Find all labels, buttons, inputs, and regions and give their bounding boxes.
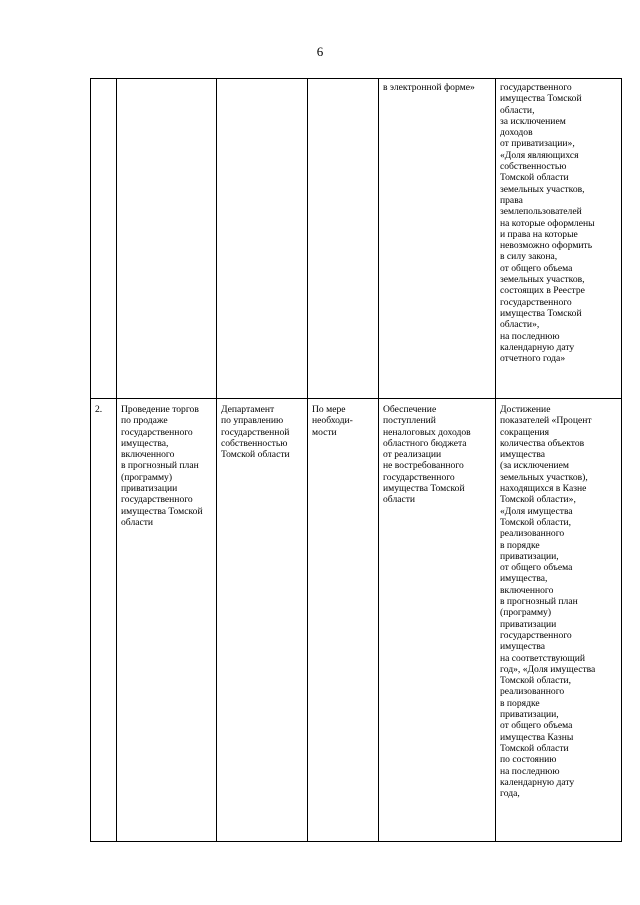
measures-table	[90, 78, 622, 842]
cell-term: По мере необходи- мости	[308, 399, 379, 842]
cell-expected-result: Обеспечение поступлений неналоговых доходов областного бюджета от реализации не востребованного государственного имущества Томской области	[379, 399, 496, 842]
table-row-2	[91, 399, 622, 842]
cell-expected-result: в электронной форме»	[379, 79, 496, 399]
cell-term	[308, 79, 379, 399]
cell-responsible	[217, 79, 308, 399]
cell-responsible: Департамент по управлению государственной собственностью Томской области	[217, 399, 308, 842]
cell-number	[91, 79, 117, 399]
cell-measure-name: Проведение торгов по продаже государственного имущества, включенного в прогнозный план (программу) приватизации государственного имущества Томской области	[117, 399, 217, 842]
cell-indicator: государственного имущества Томской области, за исключением доходов от приватизации», «Доля являющихся собственностью Томской области земельных участков, права землепользователей на которые оформлены и права на которые невозможно оформить в силу закона, от общего объема земельных участков, состоящих в Реестре государственного имущества Томской области», на последнюю календарную дату отчетного года»	[496, 79, 622, 399]
cell-indicator: Достижение показателей «Процент сокращения количества объектов имущества (за исключением земельных участков), находящихся в Казне Томской области», «Доля имущества Томской области, реализованного в порядке приватизации, от общего объема имущества, включенного в прогнозный план (программу) приватизации государственного имущества на соответствующий год», «Доля имущества Томской области, реализованного в порядке приватизации, от общего объема имущества Казны Томской области по состоянию на последнюю календарную дату года,	[496, 399, 622, 842]
page-number: 6	[316, 44, 324, 59]
table-row-continuation	[91, 79, 622, 399]
cell-measure-name	[117, 79, 217, 399]
cell-number: 2.	[91, 399, 117, 842]
